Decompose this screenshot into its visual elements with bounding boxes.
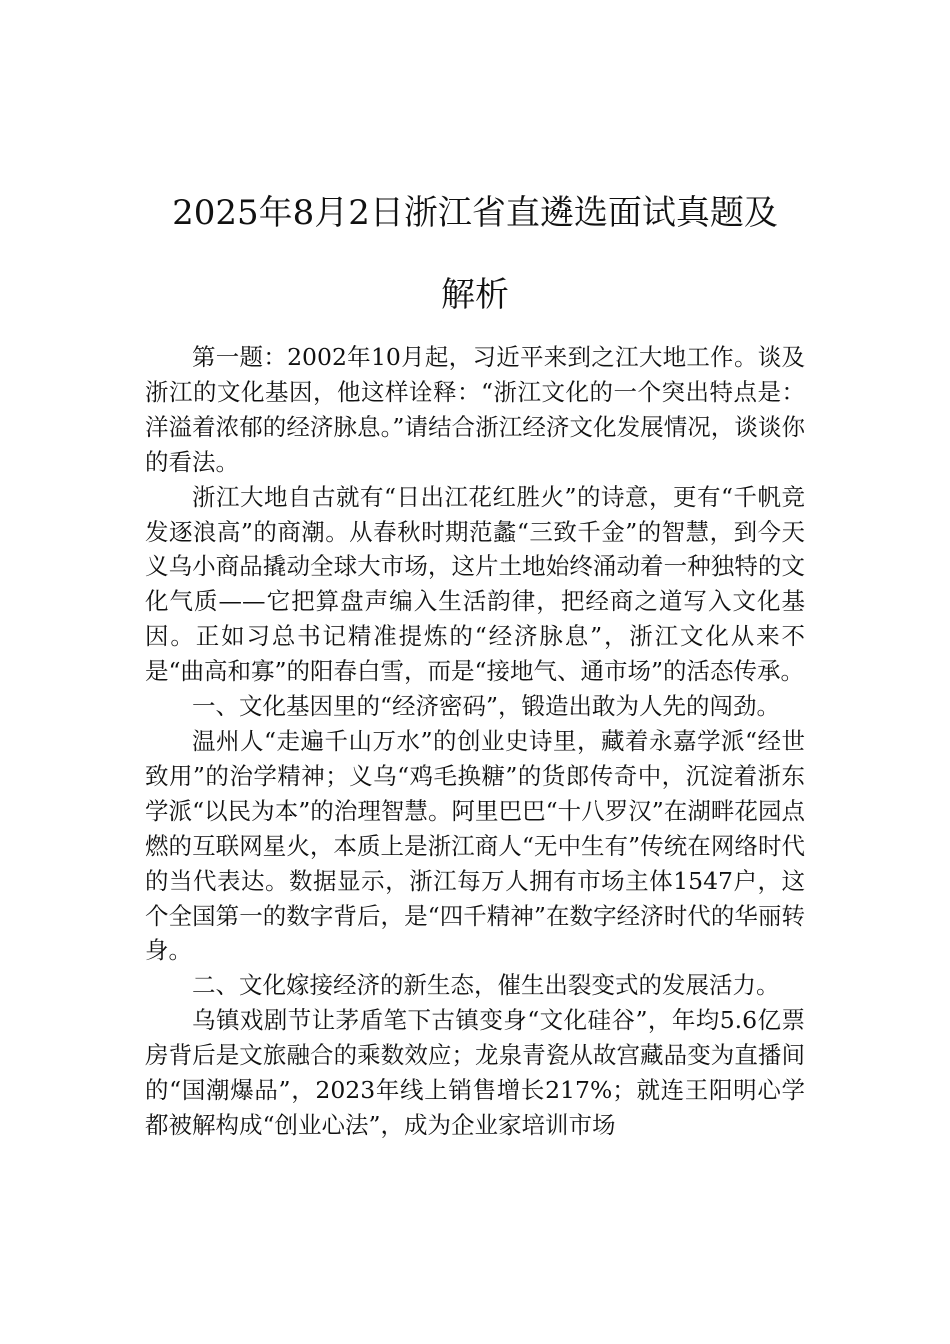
section-1-paragraph: 温州人“走遍千山万水”的创业史诗里，藏着永嘉学派“经世致用”的治学精神；义乌“鸡毛换糖”的货郎传奇中，沉淀着浙东学派“以民为本”的治理智慧。阿里巴巴“十八罗汉”在湖畔花园点燃的互联网星火，本质上是浙江商人“无中生有”传统在网络时代的当代表达。数据显示，浙江每万人拥有市场主体1547户，这个全国第一的数字背后，是“四千精神”在数字经济时代的华丽转身。 [145,726,805,965]
question-paragraph: 第一题：2002年10月起，习近平来到之江大地工作。谈及浙江的文化基因，他这样诠释：“浙江文化的一个突出特点是：洋溢着浓郁的经济脉息。”请结合浙江经济文化发展情况，谈谈你的看法。 [145,343,805,476]
title-line-1: 2025年8月2日浙江省直遴选面试真题及 [172,193,778,233]
title-line-2: 解析 [441,275,509,315]
section-heading-1: 一、文化基因里的“经济密码”，锻造出敢为人先的闯劲。 [192,692,781,721]
document-body [145,340,805,1143]
intro-paragraph: 浙江大地自古就有“日出江花红胜火”的诗意，更有“千帆竞发逐浪高”的商潮。从春秋时期范蠡“三致千金”的智慧，到今天义乌小商品撬动全球大市场，这片土地始终涌动着一种独特的文化气质——它把算盘声编入生活韵律，把经商之道写入文化基因。正如习总书记精准提炼的“经济脉息”，浙江文化从来不是“曲高和寡”的阳春白雪，而是“接地气、通市场”的活态传承。 [145,482,805,686]
section-2-paragraph: 乌镇戏剧节让茅盾笔下古镇变身“文化硅谷”，年均5.6亿票房背后是文旅融合的乘数效应；龙泉青瓷从故宫藏品变为直播间的“国潮爆品”，2023年线上销售增长217%；就连王阳明心学都被解构成“创业心法”，成为企业家培训市场 [145,1006,805,1139]
document-title [145,172,805,336]
section-heading-2: 二、文化嫁接经济的新生态，催生出裂变式的发展活力。 [192,971,780,1000]
